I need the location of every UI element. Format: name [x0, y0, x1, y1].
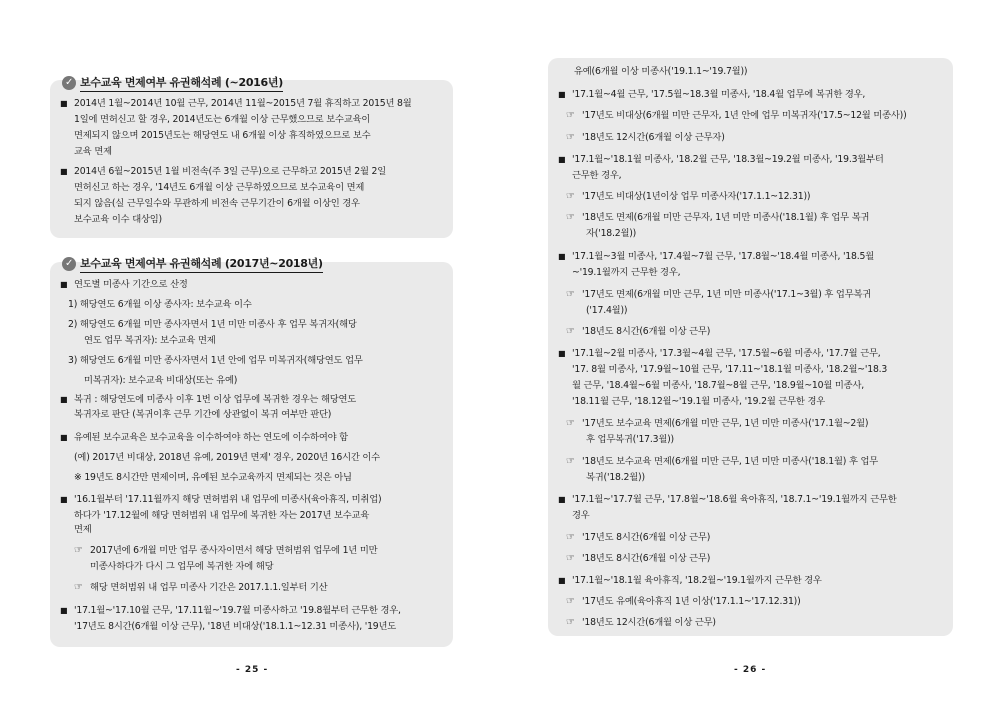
text-line: '17년도 8시간(6개월 이상 근무) — [582, 532, 711, 543]
text-line: 3) 해당연도 6개월 미만 종사자면서 1년 안에 업무 미복귀자(해당연도 업무 — [68, 355, 363, 366]
text-line: 되지 않음(실 근무일수와 무관하게 비전속 근무기간이 6개월 이상인 경우 — [74, 198, 360, 209]
text-line: 복귀('18.2월)) — [586, 472, 645, 483]
text-line: '17.1월~3월 미종사, '17.4월~7월 근무, '17.8월~'18.4월 미종사, '18.5월 — [572, 251, 874, 262]
bullet-icon: ■ — [60, 495, 68, 504]
text-line: 2017년에 6개월 미만 업무 종사자이면서 해당 면허범위 업무에 1년 미만 — [90, 545, 378, 556]
text-line: 면허신고 하는 경우, '14년도 6개월 이상 근무하였으므로 보수교육이 면제 — [74, 182, 365, 193]
section-heading-2017 — [62, 255, 323, 273]
text-line: '18년도 8시간(6개월 이상 근무) — [582, 553, 711, 564]
text-line: '17.1월~2월 미종사, '17.3월~4월 근무, '17.5월~6월 미종사, '17.7월 근무, — [572, 348, 881, 359]
page-number-right: - 26 - — [734, 665, 767, 675]
text-line: '18년도 12시간(6개월 이상 근무) — [582, 617, 716, 628]
text-line: 1일에 면허신고 할 경우, 2014년도는 6개월 이상 근무했으므로 보수교육이 — [74, 114, 371, 125]
text-line: '17.1월~4월 근무, '17.5월~18.3월 미종사, '18.4월 업무에 복귀한 경우, — [572, 89, 866, 100]
pointer-icon: ☞ — [74, 545, 83, 556]
section-heading-2016 — [62, 74, 283, 92]
text-line: 연도 업무 복귀자): 보수교육 면제 — [84, 335, 216, 346]
text-line: 유예(6개월 이상 미종사('19.1.1~'19.7월)) — [574, 66, 748, 77]
page-number-left: - 25 - — [236, 665, 269, 675]
bullet-icon: ■ — [558, 576, 566, 585]
text-line: '18.11월 근무, '18.12월~'19.1월 미종사, '19.2월 근무한 경우 — [572, 396, 826, 407]
bullet-icon: ■ — [558, 495, 566, 504]
text-line: ('17.4월)) — [586, 305, 628, 316]
text-line: '17.1월~'17.7월 근무, '17.8월~'18.6월 육아휴직, '18.7.1~'19.1월까지 근무한 — [572, 494, 897, 505]
bullet-icon: ■ — [558, 155, 566, 164]
text-line: '18년도 면제(6개월 미만 근무자, 1년 미만 미종사('18.1월) 후 업무 복귀 — [582, 212, 870, 223]
check-icon: ✓ — [62, 76, 76, 90]
text-line: 하다가 '17.12월에 해당 면허범위 내 업무에 복귀한 자는 2017년 보수교육 — [74, 510, 370, 521]
text-line: '17년도 비대상(6개월 미만 근무자, 1년 안에 업무 미복귀자('17.5~12월 미종사)) — [582, 110, 907, 121]
text-line: '17년도 면제(6개월 미만 근무, 1년 미만 미종사('17.1~3월) 후 업무복귀 — [582, 289, 872, 300]
pointer-icon: ☞ — [566, 532, 575, 543]
bullet-icon: ■ — [60, 280, 68, 289]
text-line: 유예된 보수교육은 보수교육을 이수하여야 하는 연도에 이수하여야 함 — [74, 432, 348, 443]
pointer-icon: ☞ — [566, 289, 575, 300]
pointer-icon: ☞ — [74, 582, 83, 593]
pointer-icon: ☞ — [566, 596, 575, 607]
text-line: 2) 해당연도 6개월 미만 종사자면서 1년 미만 미종사 후 업무 복귀자(해당 — [68, 319, 357, 330]
text-line: 교육 면제 — [74, 146, 112, 157]
text-line: ※ 19년도 8시간만 면제이며, 유예된 보수교육까지 면제되는 것은 아님 — [74, 472, 352, 483]
text-line: '18년도 8시간(6개월 이상 근무) — [582, 326, 711, 337]
text-line: '17. 8월 미종사, '17.9월~10월 근무, '17.11~'18.1월 미종사, '18.2월~'18.3 — [572, 364, 888, 375]
bullet-icon: ■ — [60, 167, 68, 176]
text-line: 면제 — [74, 524, 92, 535]
text-line: '17.1월~'18.1월 미종사, '18.2월 근무, '18.3월~19.2월 미종사, '19.3월부터 — [572, 154, 884, 165]
bullet-icon: ■ — [558, 90, 566, 99]
text-line: 1) 해당연도 6개월 이상 종사자: 보수교육 이수 — [68, 299, 252, 310]
text-line: 월 근무, '18.4월~6월 미종사, '18.7월~8월 근무, '18.9월~10월 미종사, — [572, 380, 864, 391]
bullet-icon: ■ — [558, 349, 566, 358]
text-line: ~'19.1월까지 근무한 경우, — [572, 267, 681, 278]
continued-section-box — [548, 58, 953, 636]
text-line: 자('18.2월)) — [586, 228, 637, 239]
pointer-icon: ☞ — [566, 212, 575, 223]
pointer-icon: ☞ — [566, 326, 575, 337]
text-line: '17년도 보수교육 면제(6개월 미만 근무, 1년 미만 미종사('17.1월~2월) — [582, 418, 869, 429]
text-line: 복귀 : 해당연도에 미종사 이후 1번 이상 업무에 복귀한 경우는 해당연도 — [74, 394, 357, 405]
text-line: '18년도 보수교육 면제(6개월 미만 근무, 1년 미만 미종사('18.1월) 후 업무 — [582, 456, 879, 467]
bullet-icon: ■ — [60, 433, 68, 442]
section-heading-text: 보수교육 면제여부 유권해석례 (~2016년) — [80, 74, 283, 92]
text-line: '17년도 8시간(6개월 이상 근무), '18년 비대상('18.1.1~12.31 미종사), '19년도 — [74, 621, 397, 632]
text-line: 보수교육 이수 대상임) — [74, 214, 162, 225]
section-heading-text: 보수교육 면제여부 유권해석례 (2017년~2018년) — [80, 255, 323, 273]
pointer-icon: ☞ — [566, 191, 575, 202]
bullet-icon: ■ — [60, 99, 68, 108]
text-line: '16.1월부터 '17.11월까지 해당 면허범위 내 업무에 미종사(육아휴직, 미취업) — [74, 494, 382, 505]
text-line: '18년도 12시간(6개월 이상 근무자) — [582, 132, 725, 143]
text-line: '17.1월~'18.1월 육아휴직, '18.2월~'19.1월까지 근무한 경우 — [572, 575, 822, 586]
bullet-icon: ■ — [558, 252, 566, 261]
text-line: 근무한 경우, — [572, 170, 622, 181]
text-line: 2014년 6월~2015년 1월 비전속(주 3일 근무)으로 근무하고 2015년 2월 2일 — [74, 166, 387, 177]
text-line: '17년도 유예(육아휴직 1년 이상('17.1.1~'17.12.31)) — [582, 596, 801, 607]
pointer-icon: ☞ — [566, 456, 575, 467]
text-line: 2014년 1월~2014년 10월 근무, 2014년 11월~2015년 7월 휴직하고 2015년 8월 — [74, 98, 412, 109]
pointer-icon: ☞ — [566, 418, 575, 429]
text-line: 미종사하다가 다시 그 업무에 복귀한 자에 해당 — [90, 561, 274, 572]
text-line: 복귀자로 판단 (복귀이후 근무 기간에 상관없이 복귀 여부만 판단) — [74, 409, 332, 420]
bullet-icon: ■ — [60, 395, 68, 404]
text-line: 후 업무복귀('17.3월)) — [586, 434, 674, 445]
text-line: (예) 2017년 비대상, 2018년 유예, 2019년 면제' 경우, 2020년 16시간 이수 — [74, 452, 380, 463]
pointer-icon: ☞ — [566, 132, 575, 143]
text-line: 미복귀자): 보수교육 비대상(또는 유예) — [84, 375, 238, 386]
pointer-icon: ☞ — [566, 553, 575, 564]
pointer-icon: ☞ — [566, 110, 575, 121]
text-line: '17년도 비대상(1년이상 업무 미종사자('17.1.1~12.31)) — [582, 191, 811, 202]
text-line: '17.1월~'17.10월 근무, '17.11월~'19.7월 미종사하고 '19.8월부터 근무한 경우, — [74, 605, 401, 616]
bullet-icon: ■ — [60, 606, 68, 615]
text-line: 연도별 미종사 기간으로 산정 — [74, 279, 188, 290]
text-line: 면제되지 않으며 2015년도는 해당연도 내 6개월 이상 휴직하였으므로 보수 — [74, 130, 371, 141]
check-icon: ✓ — [62, 257, 76, 271]
pointer-icon: ☞ — [566, 617, 575, 628]
text-line: 해당 면허범위 내 업무 미종사 기간은 2017.1.1.일부터 기산 — [90, 582, 328, 593]
text-line: 경우 — [572, 510, 590, 521]
